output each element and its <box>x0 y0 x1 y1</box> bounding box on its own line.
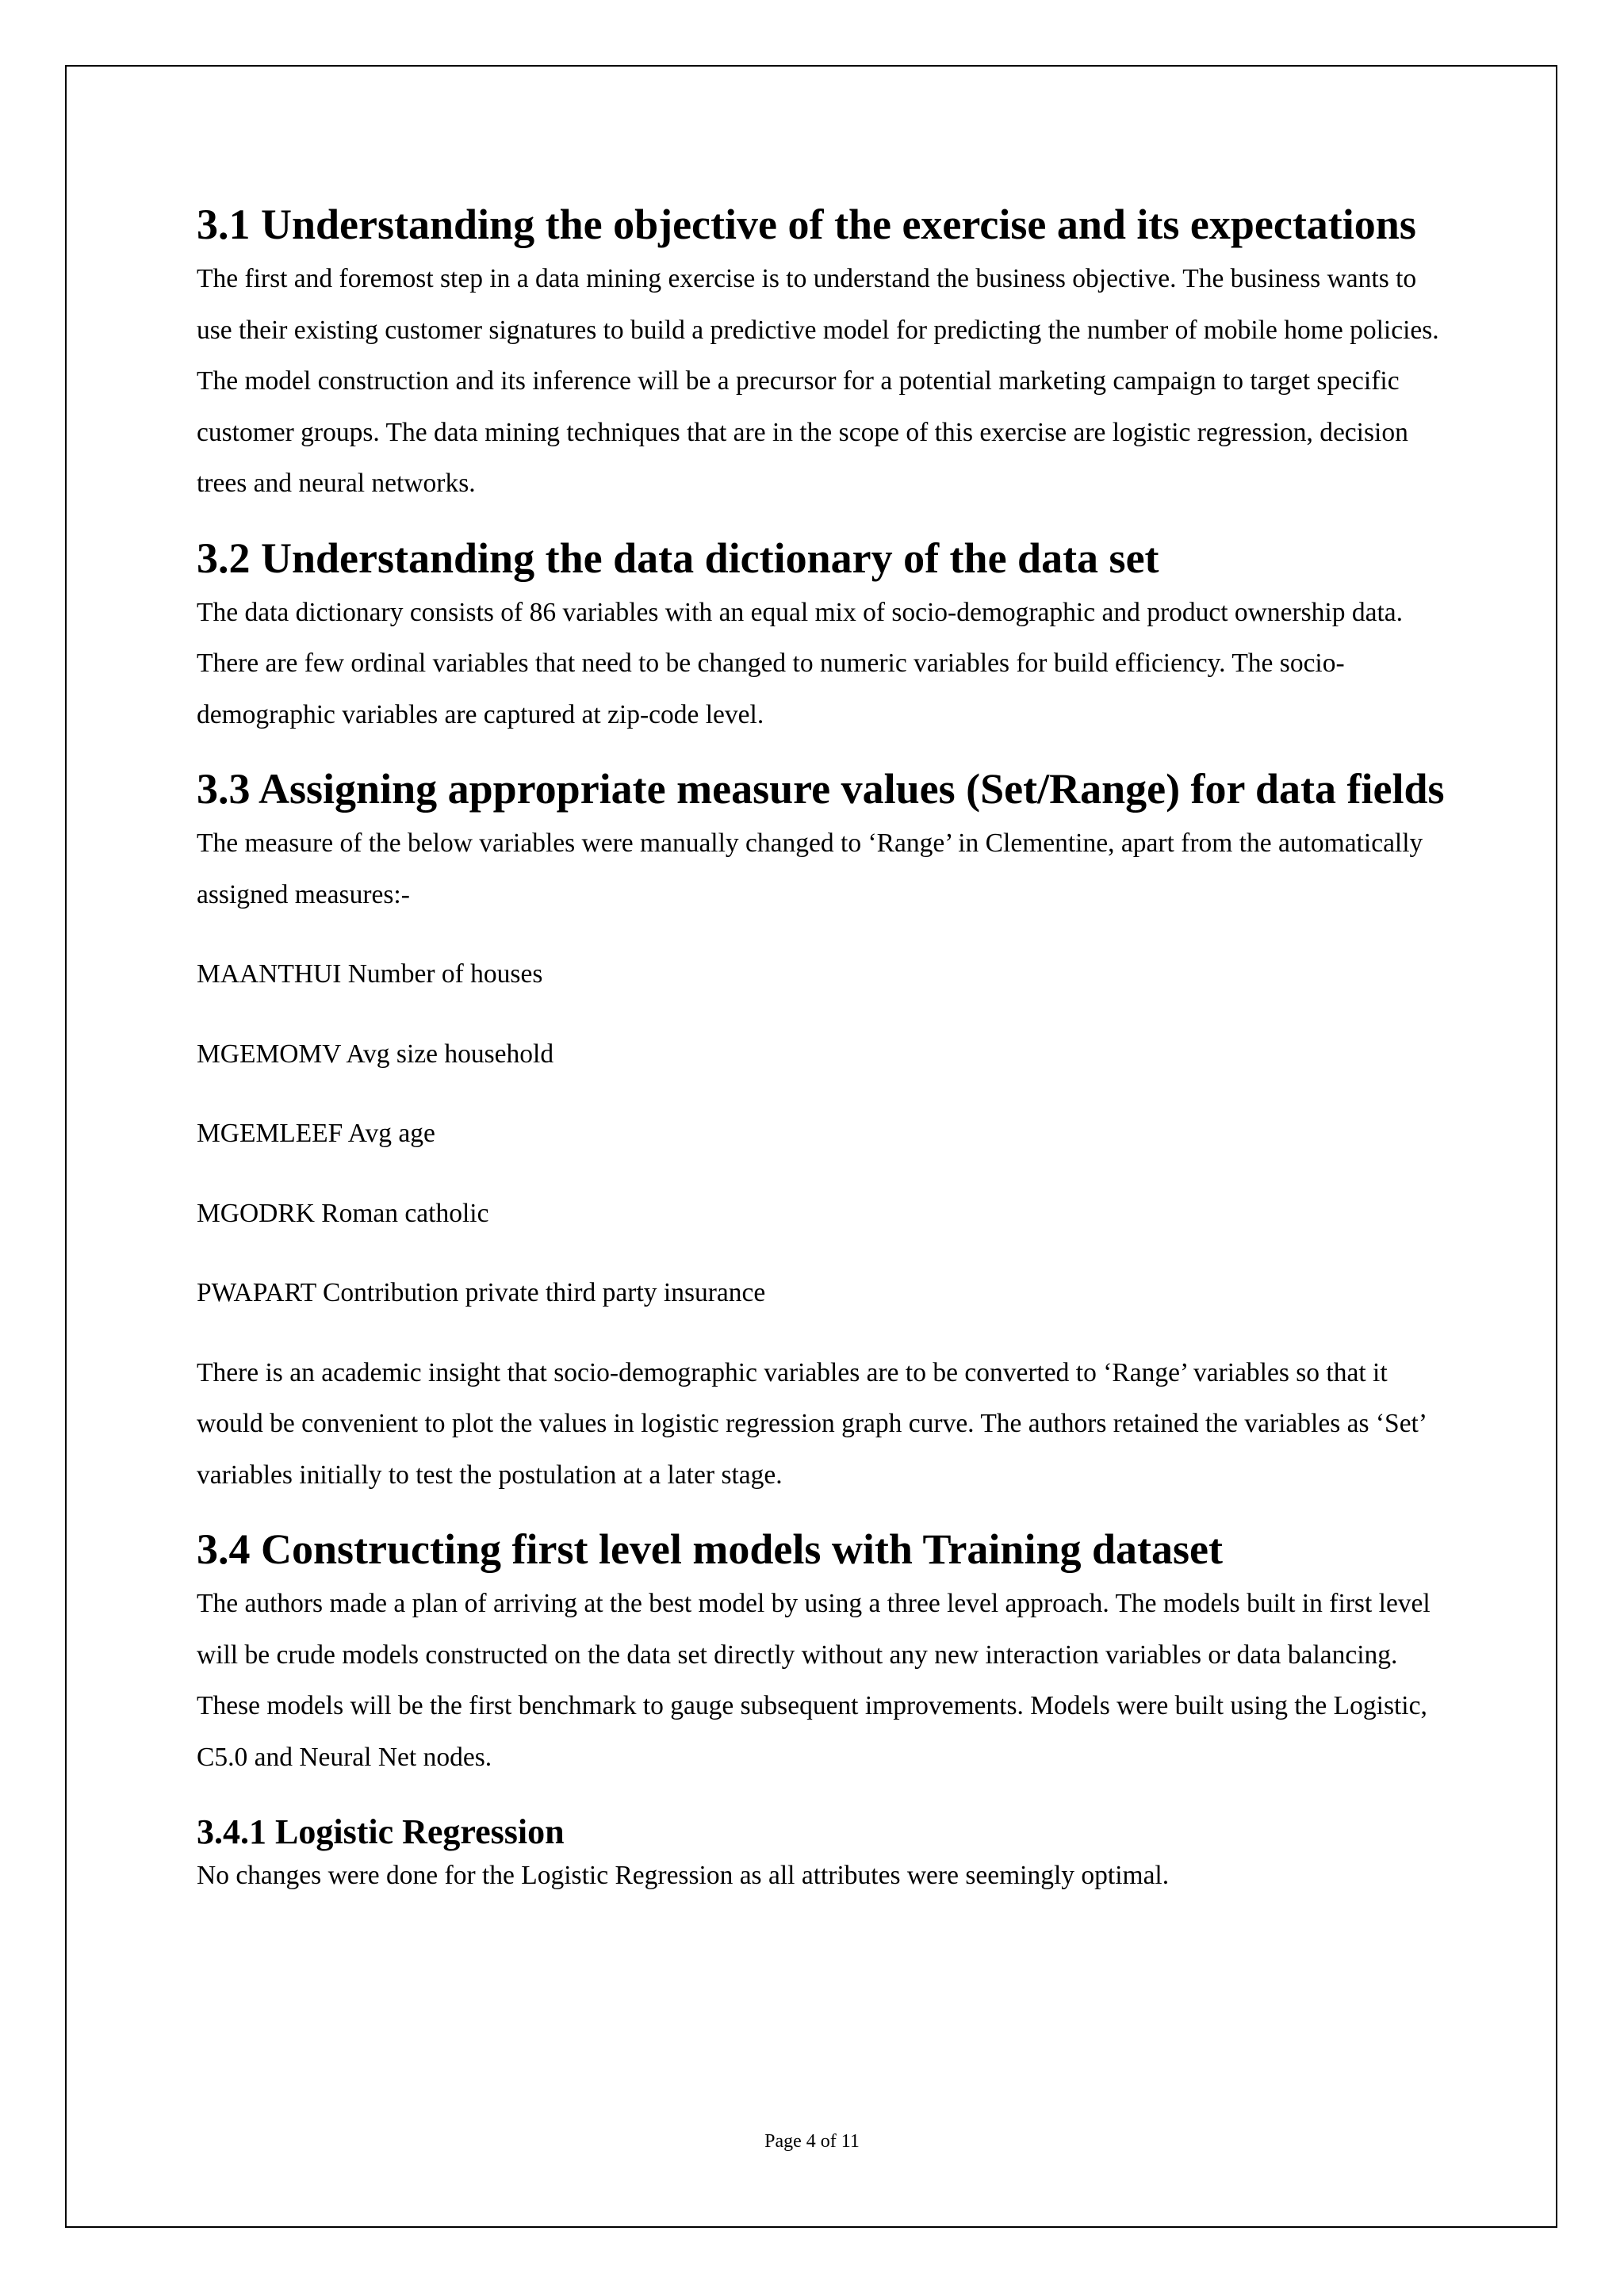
list-item: MAANTHUI Number of houses <box>197 959 543 989</box>
section-paragraph: There is an academic insight that socio-demographic variables are to be converted to ‘Range’ variables so that it would be convenient to plot the values in logistic regression graph curve. The authors retained the variables as ‘Set’ variables initially to test the postulation at a later stage. <box>197 1357 1426 1490</box>
section-heading: 3.3 Assigning appropriate measure values (Set/Range) for data fields <box>197 765 1445 813</box>
subsection-heading: 3.4.1 Logistic Regression <box>197 1812 565 1851</box>
list-item: MGEMLEEF Avg age <box>197 1119 435 1148</box>
section-3-2 <box>197 529 1450 741</box>
section-3-1 <box>197 195 1450 510</box>
section-3-3 <box>197 760 1450 1501</box>
list-item: MGEMOMV Avg size household <box>197 1039 554 1069</box>
section-paragraph: The data dictionary consists of 86 variables with an equal mix of socio-demographic and product ownership data. There are few ordinal variables that need to be changed to numeric variables for build efficiency. The socio-demographic variables are captured at zip-code level. <box>197 597 1404 729</box>
section-3-4-1 <box>197 1808 1450 1896</box>
section-paragraph: No changes were done for the Logistic Regression as all attributes were seemingly optimal. <box>197 1861 1170 1890</box>
section-paragraph: The first and foremost step in a data mining exercise is to understand the business objective. The business wants to use their existing customer signatures to build a predictive model for predicting the number of mobile home policies. The model construction and its inference will be a precursor for a potential marketing campaign to target specific customer groups. The data mining techniques that are in the scope of this exercise are logistic regression, decision trees and neural networks. <box>197 264 1439 498</box>
list-item: MGODRK Roman catholic <box>197 1198 489 1228</box>
page-number: Page 4 of 11 <box>764 2131 860 2152</box>
section-paragraph: The authors made a plan of arriving at the best model by using a three level approach. The models built in first level will be crude models constructed on the data set directly without any new interaction variables or data balancing. These models will be the first benchmark to gauge subsequent improvements. Models were built using the Logistic, C5.0 and Neural Net nodes. <box>197 1589 1431 1772</box>
variable-list <box>197 949 1450 1319</box>
section-3-4 <box>197 1520 1450 1783</box>
section-heading: 3.4 Constructing first level models with Training dataset <box>197 1525 1223 1573</box>
list-item: PWAPART Contribution private third party insurance <box>197 1278 766 1307</box>
section-intro: The measure of the below variables were manually changed to ‘Range’ in Clementine, apart from the automatically assigned measures:- <box>197 828 1423 909</box>
section-heading: 3.2 Understanding the data dictionary of the data set <box>197 534 1159 582</box>
document-body <box>197 195 1450 1915</box>
section-heading: 3.1 Understanding the objective of the exercise and its expectations <box>197 201 1416 248</box>
